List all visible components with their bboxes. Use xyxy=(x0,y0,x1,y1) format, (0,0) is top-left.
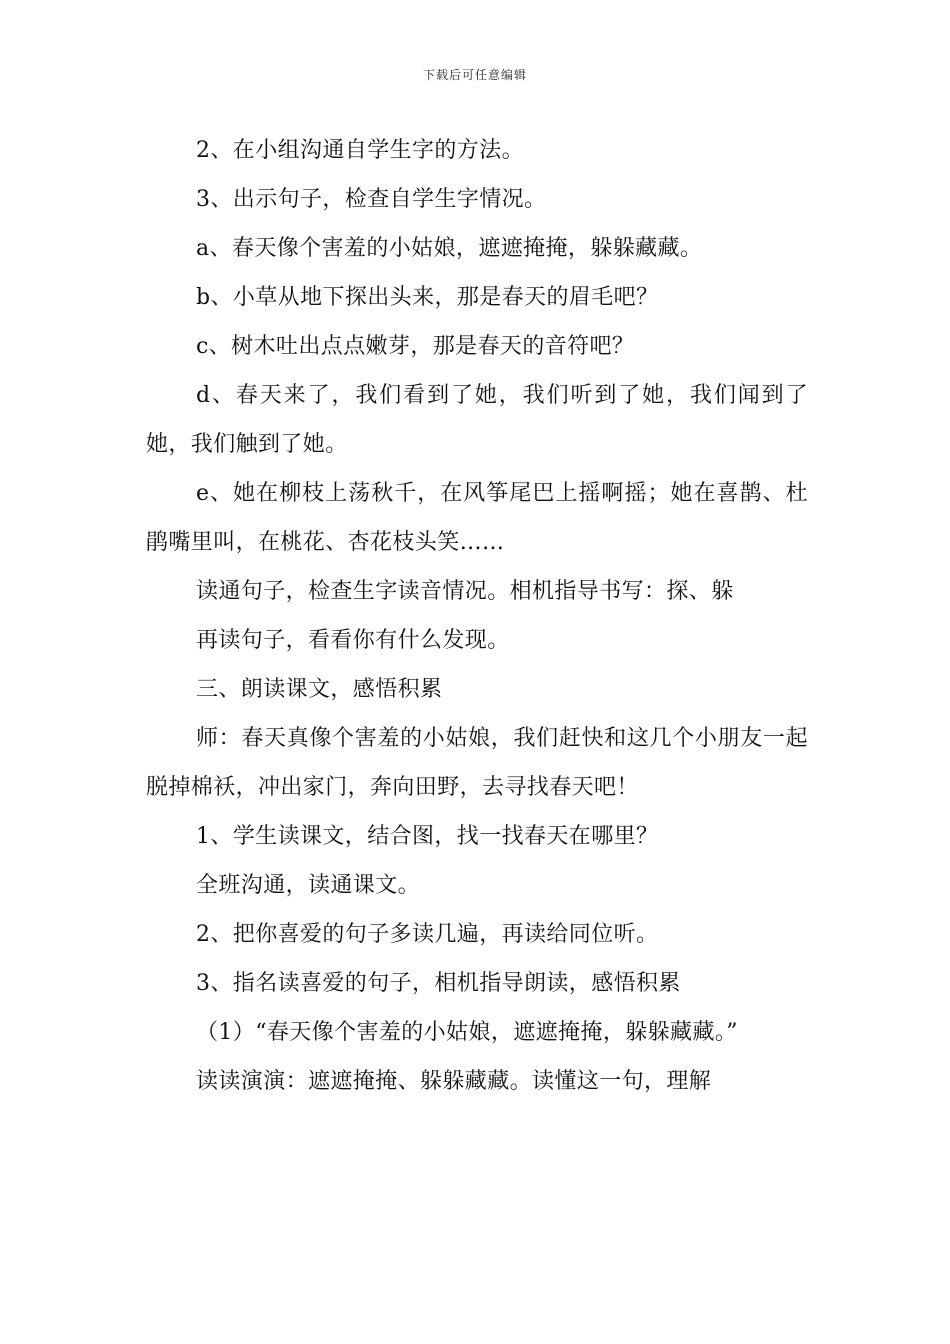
section-heading: 三、朗读课文，感悟积累 xyxy=(196,677,443,702)
paragraph: c、树木吐出点点嫩芽，那是春天的音符吧？ xyxy=(196,334,635,359)
paragraph: 读读演演：遮遮掩掩、躲躲藏藏。读懂这一句，理解 xyxy=(196,1069,712,1094)
paragraph: b、小草从地下探出头来，那是春天的眉毛吧？ xyxy=(196,285,659,310)
paragraph: 1、学生读课文，结合图，找一找春天在哪里？ xyxy=(196,824,659,849)
paragraph: 师：春天真像个害羞的小姑娘，我们赶快和这几个小朋友一起脱掉棉袄，冲出家门，奔向田野，去寻找春天吧！ xyxy=(146,726,808,800)
paragraph: 全班沟通，读通课文。 xyxy=(196,873,421,898)
page-header: 下载后可任意编辑 xyxy=(422,68,527,82)
paragraph: d、春天来了，我们看到了她，我们听到了她，我们闻到了她，我们触到了她。 xyxy=(146,383,808,457)
paragraph: a、春天像个害羞的小姑娘，遮遮掩掩，躲躲藏藏。 xyxy=(196,236,703,261)
paragraph: 2、在小组沟通自学生字的方法。 xyxy=(196,138,524,163)
paragraph: 3、指名读喜爱的句子，相机指导朗读，感悟积累 xyxy=(196,971,681,996)
paragraph: 再读句子，看看你有什么发现。 xyxy=(196,628,510,653)
paragraph: 读通句子，检查生字读音情况。相机指导书写：探、躲 xyxy=(196,579,734,604)
document-body xyxy=(146,126,808,1106)
paragraph: e、她在柳枝上荡秋千，在风筝尾巴上摇啊摇；她在喜鹊、杜鹃嘴里叫，在桃花、杏花枝头笑…… xyxy=(146,481,808,555)
paragraph: （1）“春天像个害羞的小姑娘，遮遮掩掩，躲躲藏藏。” xyxy=(196,1020,738,1045)
paragraph: 2、把你喜爱的句子多读几遍，再读给同位听。 xyxy=(196,922,659,947)
paragraph: 3、出示句子，检查自学生字情况。 xyxy=(196,187,547,212)
